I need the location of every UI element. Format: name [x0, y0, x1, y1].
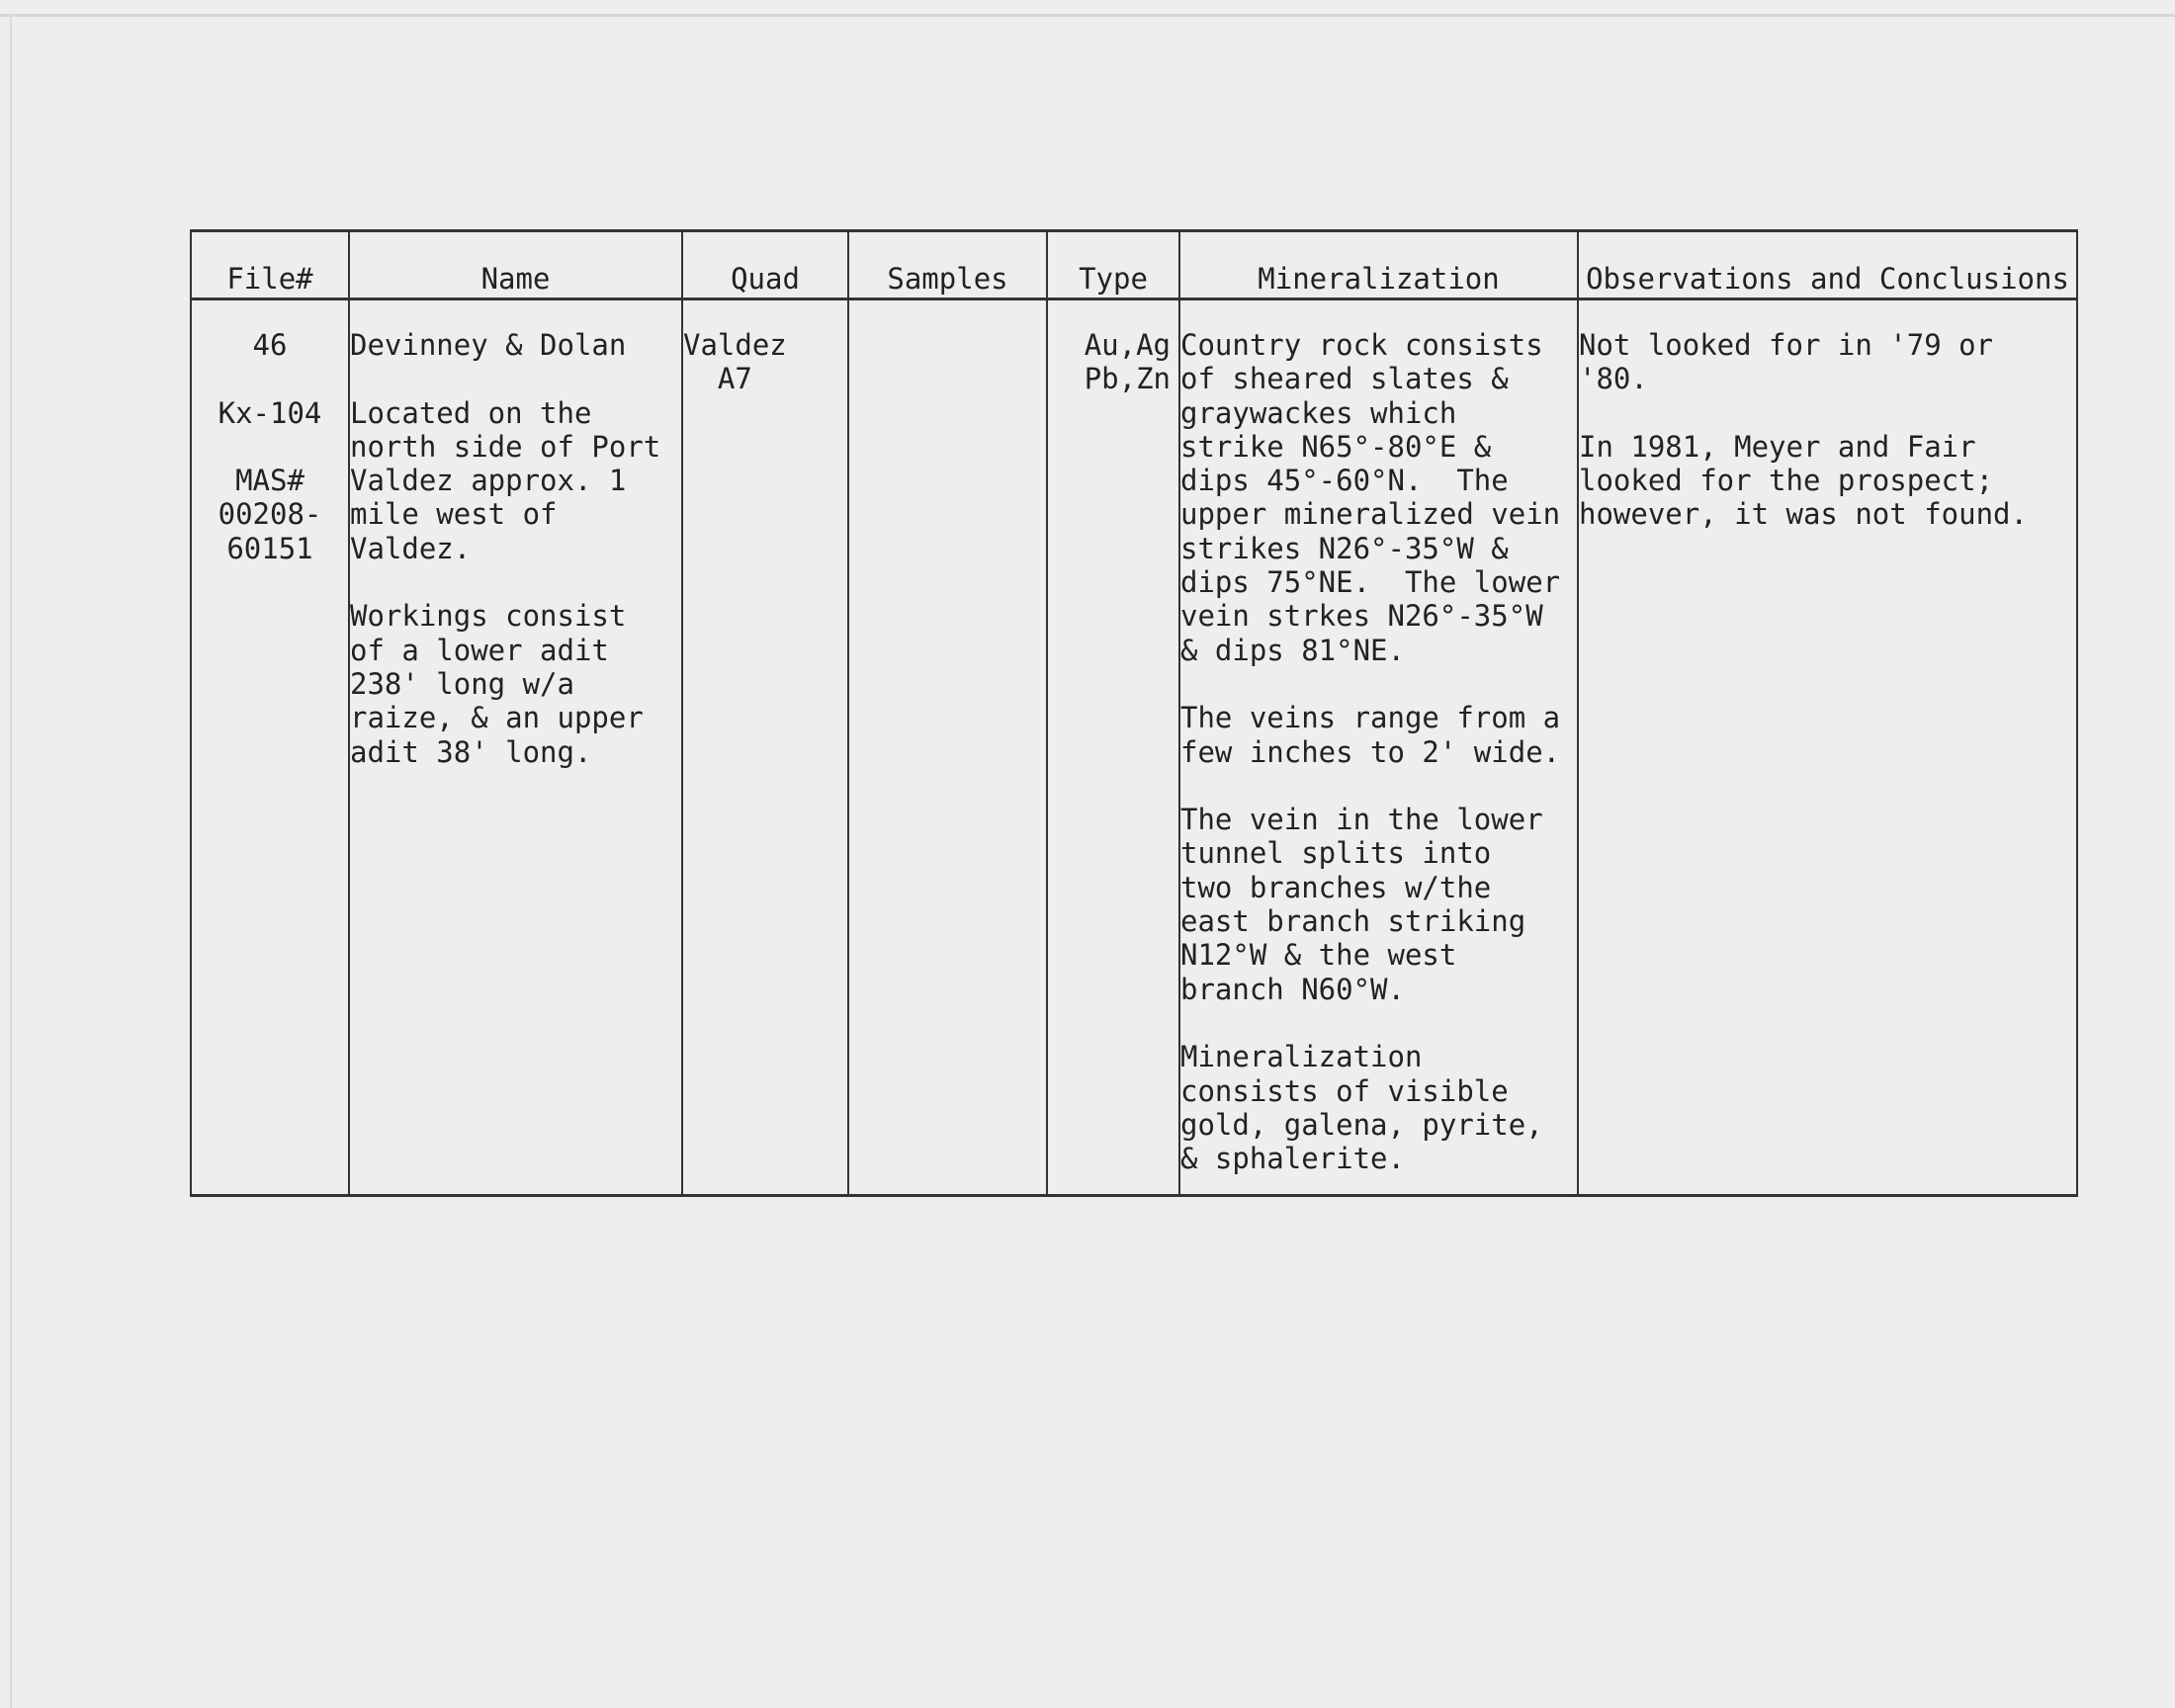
header-observations: Observations and Conclusions [1578, 231, 2077, 299]
header-type: Type [1047, 231, 1179, 299]
cell-file [191, 299, 349, 1196]
observations-text: Not looked for in '79 or '80. In 1981, Meyer and Fair looked for the prospect; however, it was not found. [1579, 328, 2028, 532]
cell-quad [682, 299, 848, 1196]
quad-text: Valdez A7 [683, 328, 787, 396]
header-file: File# [191, 231, 349, 299]
cell-type [1047, 299, 1179, 1196]
name-text: Devinney & Dolan Located on the north side of Port Valdez approx. 1 mile west of Valdez. Workings consist of a lower adit 238' long w/a raize, & an upper adit 38' long. [350, 328, 661, 769]
table-header-row [191, 231, 2077, 299]
header-name: Name [349, 231, 682, 299]
header-samples: Samples [848, 231, 1047, 299]
header-quad: Quad [682, 231, 848, 299]
prospect-table [190, 229, 2078, 1197]
header-mineralization: Mineralization [1179, 231, 1578, 299]
type-text: Au,Ag Pb,Zn [1084, 328, 1171, 396]
page-left-edge [10, 14, 12, 1708]
table-row [191, 299, 2077, 1196]
file-text: 46 Kx-104 MAS# 00208- 60151 [218, 328, 322, 565]
cell-name [349, 299, 682, 1196]
mineralization-text: Country rock consists of sheared slates & graywackes which strike N65°-80°E & dips 45°-60°N. The upper mineralized vein strikes N26°-35°W & dips 75°NE. The lower vein strkes N26°-35°W & dips 81°NE. The veins range from a few inches to 2' wide. The vein in the lower tunnel splits into two branches w/the east branch striking N12°W & the west branch N60°W. Mineralization consists of visible gold, galena, pyrite, & sphalerite. [1180, 328, 1561, 1176]
cell-observations [1578, 299, 2077, 1196]
page-top-edge [0, 14, 2175, 17]
cell-samples [848, 299, 1047, 1196]
cell-mineralization [1179, 299, 1578, 1196]
